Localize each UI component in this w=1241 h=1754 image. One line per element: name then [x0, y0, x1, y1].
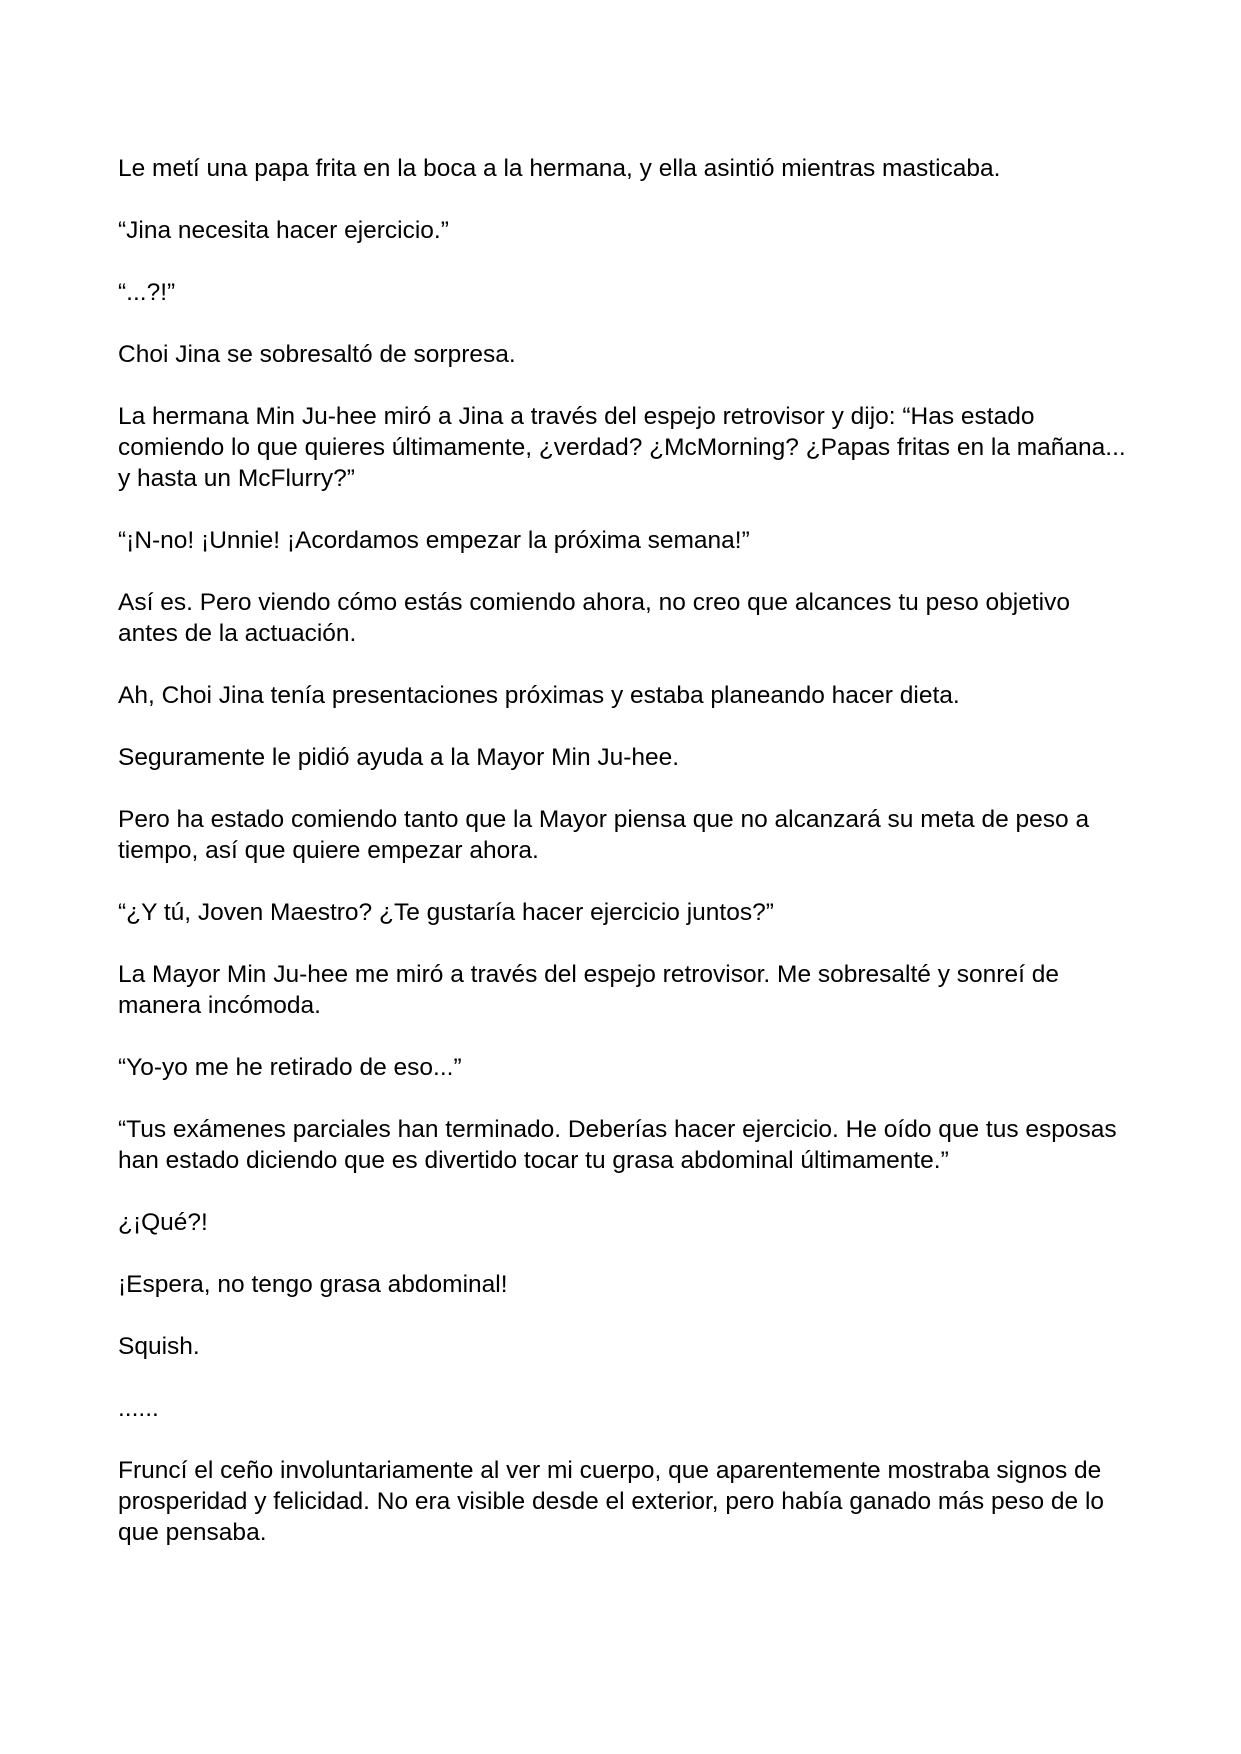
- paragraph: Squish.: [118, 1333, 200, 1360]
- paragraph: Choi Jina se sobresaltó de sorpresa.: [118, 341, 516, 368]
- paragraph: “Jina necesita hacer ejercicio.”: [118, 217, 449, 244]
- document-body: [118, 153, 1128, 1579]
- paragraph: ¡Espera, no tengo grasa abdominal!: [118, 1271, 508, 1298]
- paragraph: La Mayor Min Ju-hee me miró a través del espejo retrovisor. Me sobresalté y sonreí de manera incómoda.: [118, 961, 1059, 1019]
- paragraph: La hermana Min Ju-hee miró a Jina a través del espejo retrovisor y dijo: “Has estado comiendo lo que quieres últimamente, ¿verdad? ¿McMorning? ¿Papas fritas en la mañana... y hasta un McFlurry?”: [118, 403, 1126, 492]
- paragraph: “Yo-yo me he retirado de eso...”: [118, 1054, 462, 1081]
- paragraph: ¿¡Qué?!: [118, 1209, 208, 1236]
- paragraph: Así es. Pero viendo cómo estás comiendo ahora, no creo que alcances tu peso objetivo antes de la actuación.: [118, 589, 1070, 647]
- paragraph: Le metí una papa frita en la boca a la hermana, y ella asintió mientras masticaba.: [118, 155, 1001, 182]
- paragraph: “¿Y tú, Joven Maestro? ¿Te gustaría hacer ejercicio juntos?”: [118, 899, 774, 926]
- paragraph: Ah, Choi Jina tenía presentaciones próximas y estaba planeando hacer dieta.: [118, 682, 960, 709]
- paragraph: “...?!”: [118, 279, 176, 306]
- paragraph: Fruncí el ceño involuntariamente al ver mi cuerpo, que aparentemente mostraba signos de prosperidad y felicidad. No era visible desde el exterior, pero había ganado más peso de lo que pensaba.: [118, 1457, 1105, 1546]
- paragraph: Seguramente le pidió ayuda a la Mayor Min Ju-hee.: [118, 744, 680, 771]
- paragraph: “Tus exámenes parciales han terminado. Deberías hacer ejercicio. He oído que tus esposas han estado diciendo que es divertido tocar tu grasa abdominal últimamente.”: [118, 1116, 1117, 1174]
- paragraph: Pero ha estado comiendo tanto que la Mayor piensa que no alcanzará su meta de peso a tiempo, así que quiere empezar ahora.: [118, 806, 1090, 864]
- paragraph: ......: [118, 1395, 159, 1422]
- paragraph: “¡N-no! ¡Unnie! ¡Acordamos empezar la próxima semana!”: [118, 527, 750, 554]
